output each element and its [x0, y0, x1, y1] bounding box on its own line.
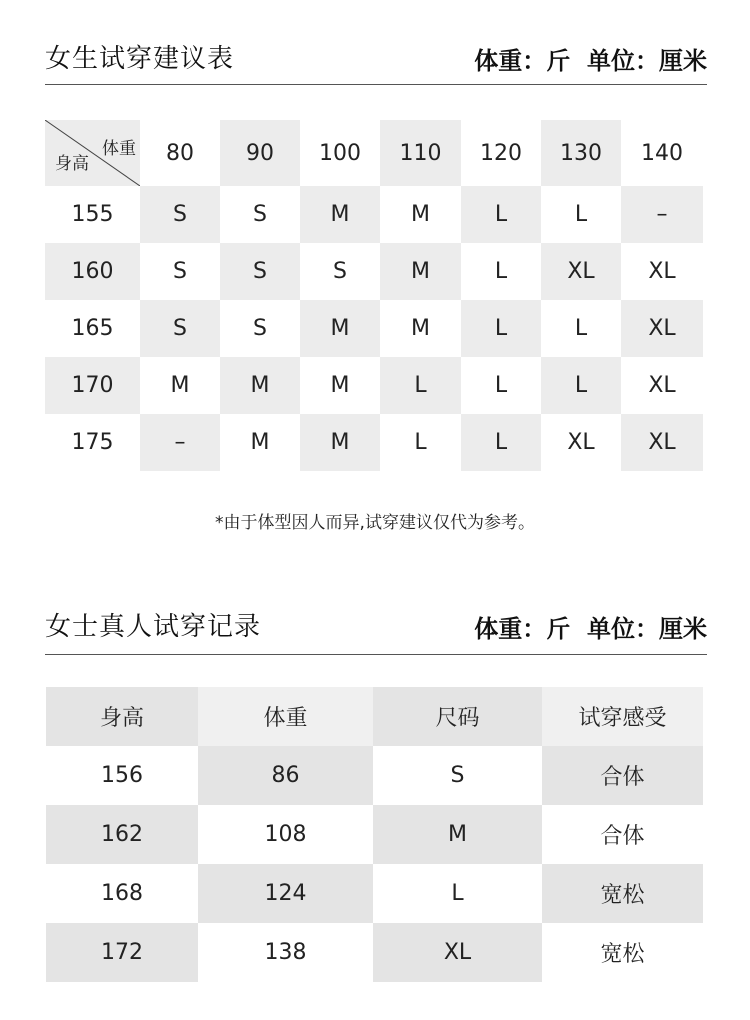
height-cell: 162	[46, 805, 198, 864]
tryon-record-table	[46, 687, 703, 982]
size-cell: M	[380, 300, 461, 357]
fit-cell: 合体	[542, 746, 703, 805]
weight-header: 110	[380, 120, 461, 186]
height-cell: 170	[45, 357, 140, 414]
weight-cell: 108	[198, 805, 373, 864]
height-cell: 156	[46, 746, 198, 805]
size-cell: S	[220, 243, 300, 300]
height-cell: 172	[46, 923, 198, 982]
fit-cell: 宽松	[542, 864, 703, 923]
table-row	[45, 243, 703, 300]
size-cell: XL	[621, 414, 703, 471]
size-cell: XL	[621, 357, 703, 414]
column-header-weight: 体重	[198, 687, 373, 746]
size-cell: XL	[373, 923, 542, 982]
weight-cell: 138	[198, 923, 373, 982]
size-cell: L	[380, 357, 461, 414]
size-guide-units: 体重：斤 单位：厘米	[474, 47, 707, 75]
height-cell: 155	[45, 186, 140, 243]
column-header-size: 尺码	[373, 687, 542, 746]
weight-header: 100	[300, 120, 380, 186]
height-cell: 168	[46, 864, 198, 923]
height-cell: 165	[45, 300, 140, 357]
size-cell: S	[140, 243, 220, 300]
size-cell: L	[541, 300, 621, 357]
table-row	[45, 186, 703, 243]
size-cell: M	[140, 357, 220, 414]
table-row	[45, 414, 703, 471]
column-header-height: 身高	[46, 687, 198, 746]
weight-cell: 86	[198, 746, 373, 805]
size-cell: L	[380, 414, 461, 471]
size-cell: M	[300, 357, 380, 414]
tryon-record-title: 女士真人试穿记录	[45, 612, 262, 642]
corner-header-cell	[45, 120, 140, 186]
column-header-fit: 试穿感受	[542, 687, 703, 746]
weight-header: 120	[461, 120, 541, 186]
table-row	[46, 746, 703, 805]
size-cell: M	[373, 805, 542, 864]
size-cell: XL	[621, 243, 703, 300]
table-row	[45, 357, 703, 414]
table-row	[45, 300, 703, 357]
table-row	[46, 923, 703, 982]
size-guide-divider	[45, 84, 707, 85]
tryon-record-divider	[45, 654, 707, 655]
weight-cell: 124	[198, 864, 373, 923]
weight-header: 80	[140, 120, 220, 186]
size-cell: XL	[621, 300, 703, 357]
weight-header: 90	[220, 120, 300, 186]
size-cell: L	[461, 243, 541, 300]
size-cell: S	[373, 746, 542, 805]
tryon-record-units: 体重：斤 单位：厘米	[474, 615, 707, 643]
weight-header-row	[45, 120, 703, 186]
size-cell: S	[140, 186, 220, 243]
size-cell: M	[300, 414, 380, 471]
size-cell: S	[140, 300, 220, 357]
tryon-record-header	[45, 606, 707, 656]
size-cell: L	[461, 186, 541, 243]
size-cell: L	[541, 357, 621, 414]
size-guide-title: 女生试穿建议表	[45, 44, 235, 74]
fit-cell: 合体	[542, 805, 703, 864]
weight-axis-label: 体重	[102, 139, 136, 159]
size-cell: S	[220, 300, 300, 357]
size-cell: L	[461, 357, 541, 414]
size-guide-header	[45, 38, 707, 86]
size-cell: L	[541, 186, 621, 243]
height-cell: 160	[45, 243, 140, 300]
size-cell: L	[461, 300, 541, 357]
tryon-header-row	[46, 687, 703, 746]
height-cell: 175	[45, 414, 140, 471]
size-cell: M	[220, 414, 300, 471]
weight-header: 130	[541, 120, 621, 186]
size-cell: –	[140, 414, 220, 471]
disclaimer-note: *由于体型因人而异,试穿建议仅代为参考。	[215, 513, 535, 533]
weight-header: 140	[621, 120, 703, 186]
size-cell: XL	[541, 414, 621, 471]
size-cell: M	[300, 186, 380, 243]
table-row	[46, 805, 703, 864]
size-cell: M	[220, 357, 300, 414]
size-cell: M	[300, 300, 380, 357]
size-cell: XL	[541, 243, 621, 300]
size-cell: M	[380, 186, 461, 243]
size-cell: M	[380, 243, 461, 300]
table-row	[46, 864, 703, 923]
size-cell: S	[220, 186, 300, 243]
size-cell: L	[373, 864, 542, 923]
height-axis-label: 身高	[55, 154, 89, 174]
size-cell: –	[621, 186, 703, 243]
size-cell: S	[300, 243, 380, 300]
size-cell: L	[461, 414, 541, 471]
fit-cell: 宽松	[542, 923, 703, 982]
size-recommendation-table	[45, 120, 703, 471]
